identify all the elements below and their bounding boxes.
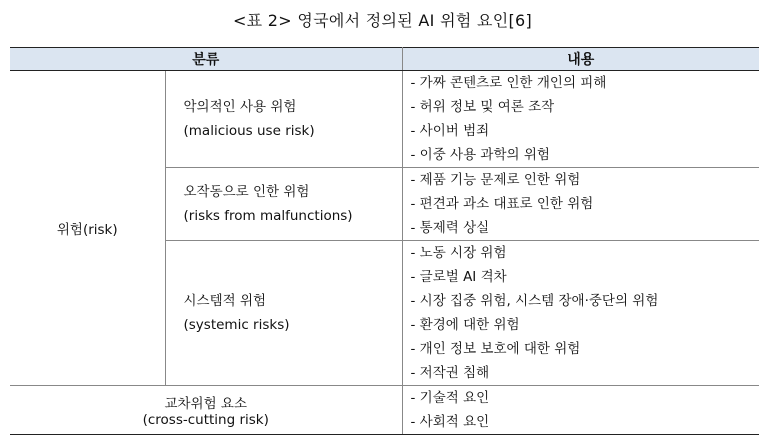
risk-category-label: 위험(risk) [56, 222, 118, 238]
subcategory-name-en: (systemic risks) [183, 317, 290, 333]
list-item: - 개인 정보 보호에 대한 위험 [410, 341, 581, 357]
subcategory-cell [165, 168, 402, 241]
items-cell [402, 386, 759, 435]
list-item: - 기술적 요인 [410, 390, 490, 406]
list-item: - 환경에 대한 위험 [410, 317, 520, 333]
table-row [10, 386, 759, 435]
subcategory-name-en: (malicious use risk) [183, 123, 315, 139]
table-row [10, 71, 759, 168]
list-item: - 허위 정보 및 여론 조작 [410, 99, 555, 115]
subcategory-name-en: (risks from malfunctions) [183, 208, 353, 224]
subcategory-name-ko: 악의적인 사용 위험 [183, 99, 297, 115]
cross-category-cell [10, 386, 402, 435]
subcategory-name-ko: 오작동으로 인한 위험 [183, 184, 310, 200]
header-content: 내용 [402, 48, 759, 71]
subcategory-name-ko: 시스템적 위험 [183, 293, 267, 309]
cross-category-name-en: (cross-cutting risk) [142, 412, 269, 428]
risk-category-cell [10, 71, 165, 386]
items-cell [402, 168, 759, 241]
header-category: 분류 [10, 48, 402, 71]
cross-category-name-ko: 교차위험 요소 [164, 396, 248, 412]
items-cell [402, 241, 759, 386]
list-item: - 제품 기능 문제로 인한 위험 [410, 172, 581, 188]
subcategory-cell [165, 71, 402, 168]
list-item: - 통제력 상실 [410, 220, 490, 236]
header-row [10, 48, 759, 71]
list-item: - 시장 집중 위험, 시스템 장애·중단의 위험 [410, 293, 659, 309]
table-caption: <표 2> 영국에서 정의된 AI 위험 요인[6] [232, 11, 533, 30]
items-cell [402, 71, 759, 168]
list-item: - 사이버 범죄 [410, 123, 490, 139]
subcategory-cell [165, 241, 402, 386]
list-item: - 이중 사용 과학의 위험 [410, 147, 550, 163]
list-item: - 사회적 요인 [410, 414, 490, 430]
risk-table [10, 47, 759, 435]
list-item: - 가짜 콘텐츠로 인한 개인의 피해 [410, 75, 607, 91]
list-item: - 저작권 침해 [410, 365, 490, 381]
list-item: - 글로벌 AI 격차 [410, 269, 507, 285]
list-item: - 편견과 과소 대표로 인한 위험 [410, 196, 594, 212]
list-item: - 노동 시장 위험 [410, 245, 507, 261]
